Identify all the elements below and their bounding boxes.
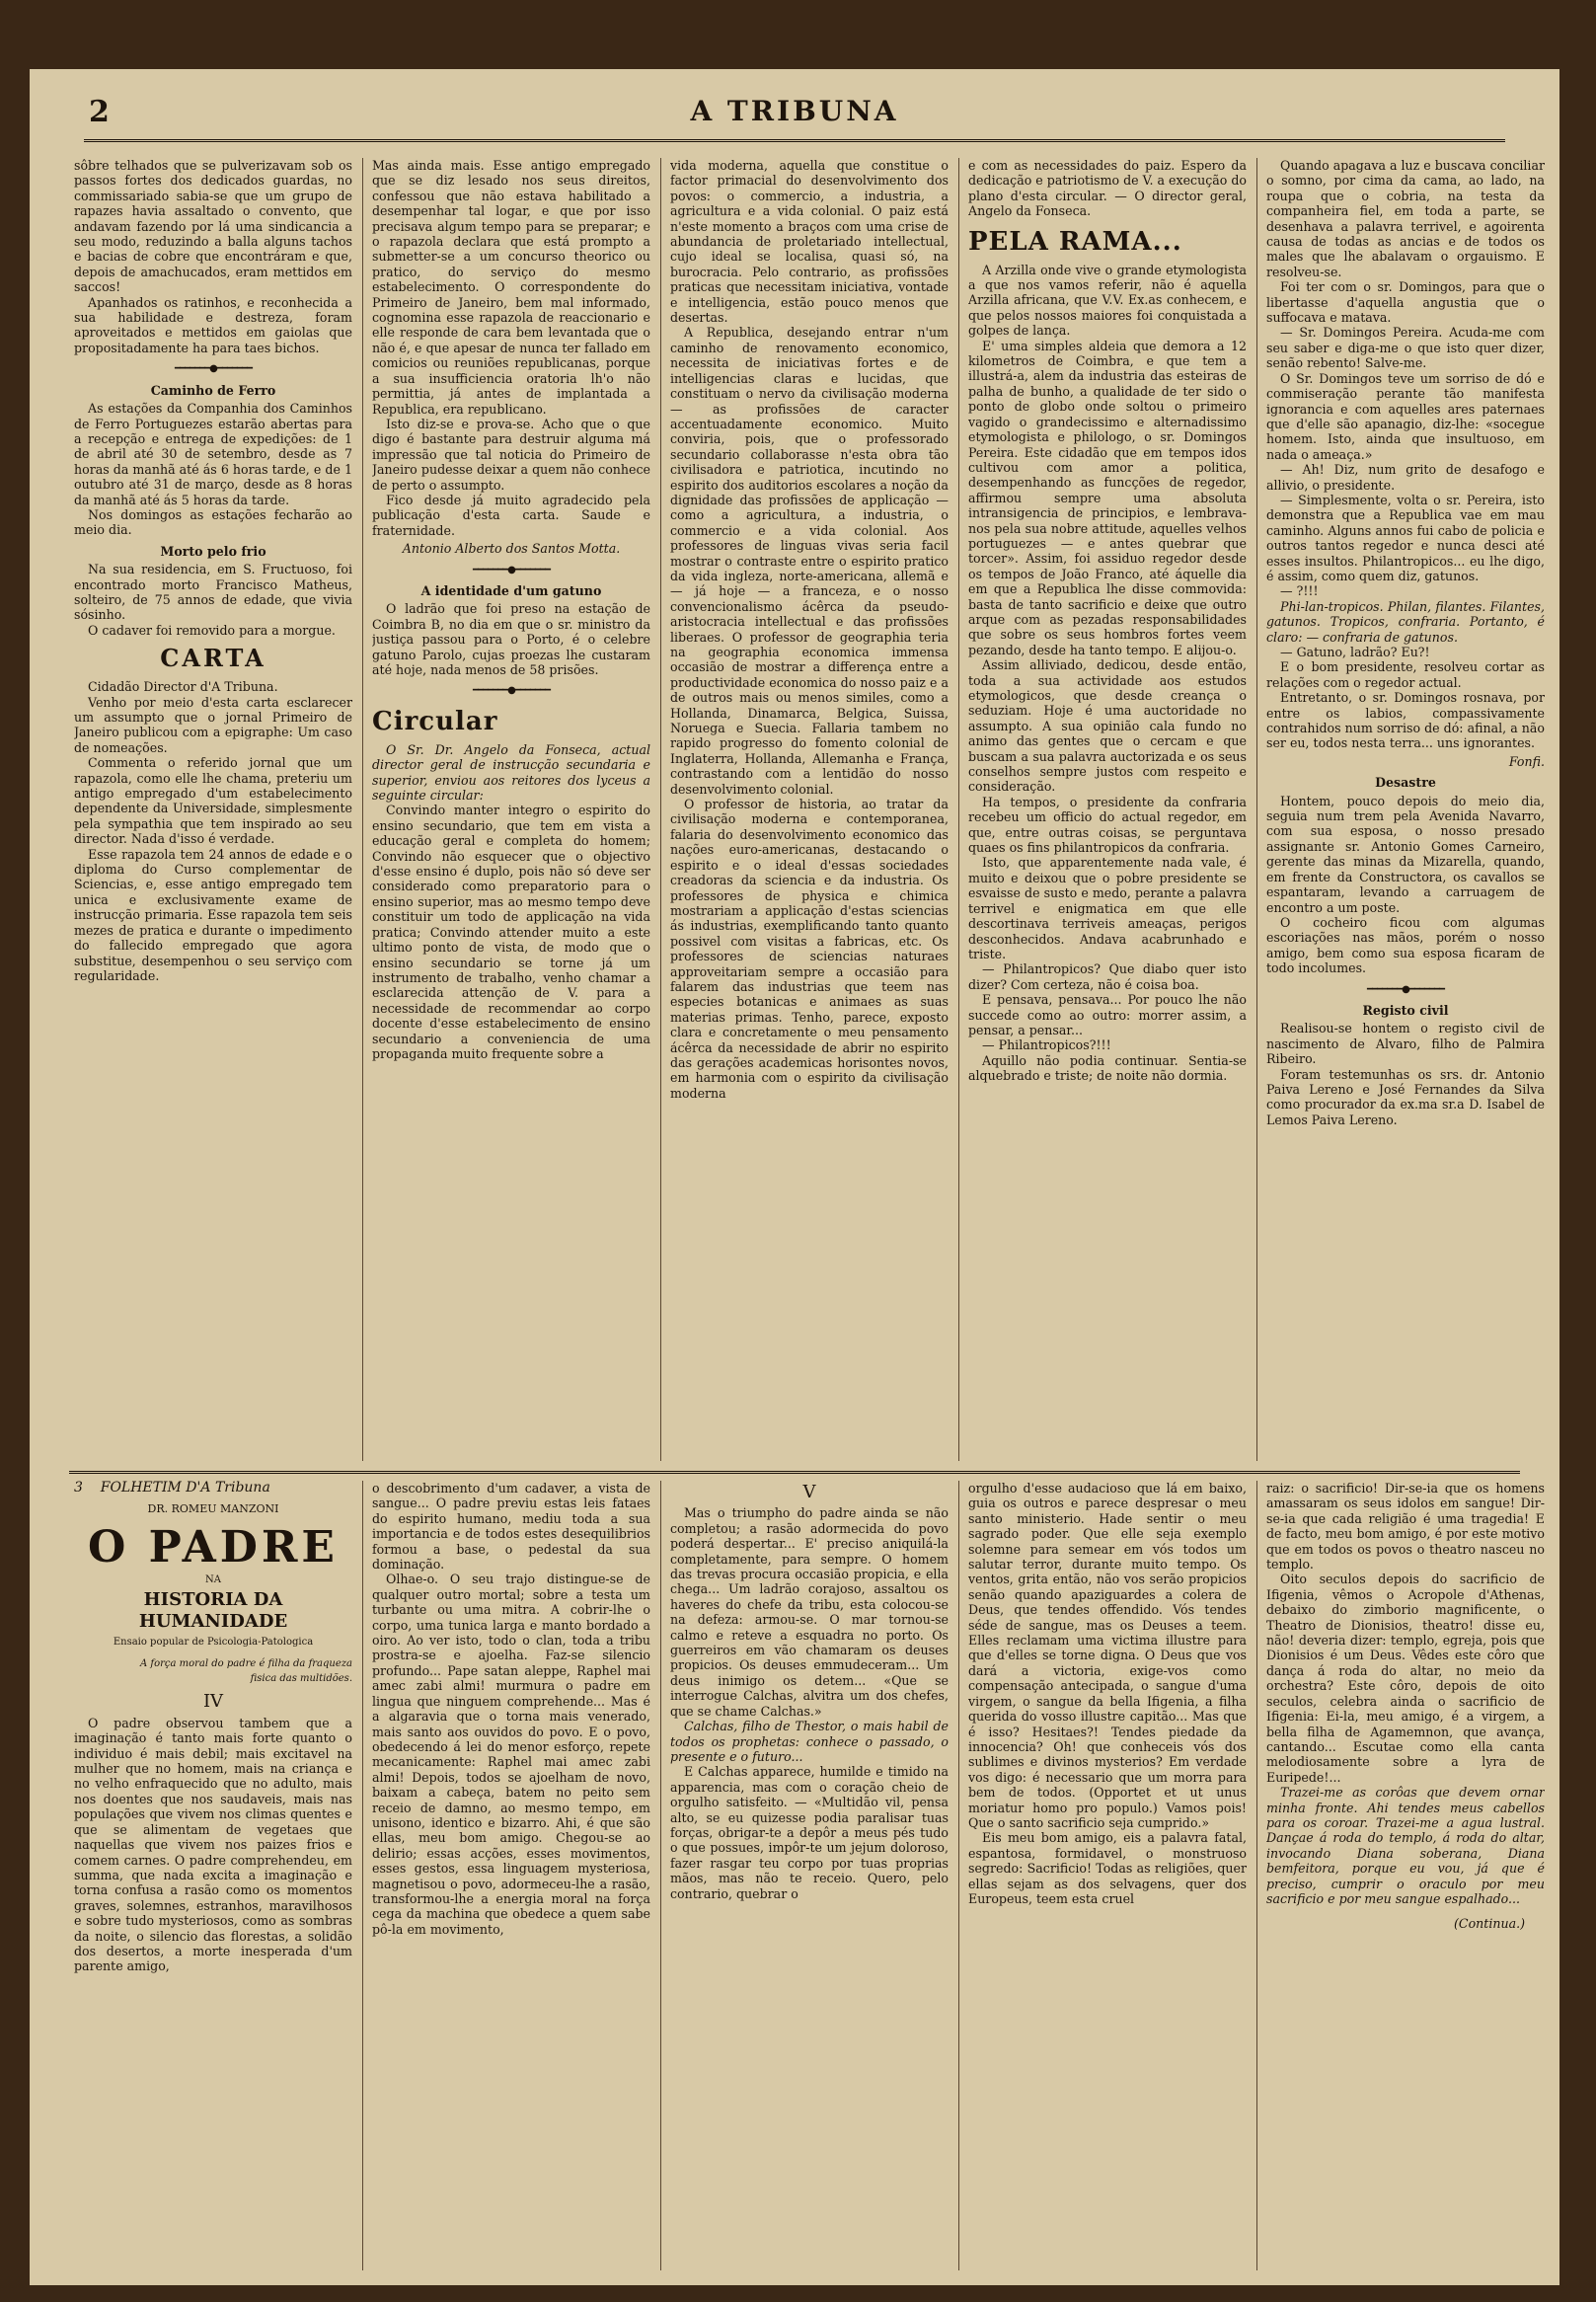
heading-caminho-de-ferro: Caminho de Ferro: [150, 382, 276, 398]
article-text: Aquillo não podia continuar. Sentia-se alquebrado e triste; de noite não dormia.: [968, 1052, 1247, 1084]
article-text: O cadaver foi removido para a morgue.: [88, 622, 336, 638]
column-divider: [362, 1481, 363, 2270]
folhetim-text: Olhae-o. O seu trajo distingue-se de qualquer outro mortal; sobre a testa um turbante ou uma mitra. A cobrir-lhe o corpo, uma tunica larga e manto bordado a oiro. Ao ver isto, todo o clan, toda a tribu prostra-se e ajoelha. Faz-se silencio profundo... Pape satan aleppe, Raphel mai amec zabi almi! murmura o padre em lingua que ninguem comprehende... Mas é a algaravia que o torna mais venerado, mais santo aos ouvidos do povo. E o povo, obedecendo á lei do menor esforço, repete mecanicamente: Raphel mai amec zabi almi! Depois, todos se ajoelham de novo, baixam a cabeça, batem no peito sem receio de damno, ao mesmo tempo, em unisono, identico e bizarro. Ahi, é que são ellas, meu bom amigo. Chegou-se ao delirio; essas acções, esses movimentos, esses gestos, essa linguagem mysteriosa, magnetisou o povo, adormeceu-lhe a rasão, transformou-lhe a energia moral na força cega da machina que obedece a quem sabe pô-la em movimento,: [372, 1572, 650, 1937]
folhetim-subtitle: Ensaio popular de Psicologia-Patologica: [113, 1637, 314, 1649]
article-text: Foram testemunhas os srs. dr. Antonio Paiva Lereno e José Fernandes da Silva como procurador da ex.ma sr.a D. Isabel de Lemos Paiva Lereno.: [1266, 1066, 1545, 1127]
article-text: Fico desde já muito agradecido pela publicação d'esta carta. Saude e fraternidade.: [372, 492, 650, 538]
article-text: sôbre telhados que se pulverizavam sob os passos fortes dos dedicados guardas, no commissariado sabia-se que um grupo de rapazes havia assaltado o convento, que andavam fazendo por lá uma sindicancia a seu modo, reduzindo a balla alguns tachos e bacias de cobre que encontráram e que, depois de amachucados, eram mettidos em saccos!: [74, 158, 352, 295]
column-divider: [362, 158, 363, 1461]
article-text: Esse rapazola tem 24 annos de edade e o diploma do Curso complementar de Sciencias, e, esse antigo empregado tem unica e exclusivamente exame de instrucção primaria. Esse rapazola tem seis mezes de pratica e durante o impedimento do fallecido empregado que agora substitue, desempenhou o seu serviço com regularidade.: [74, 846, 352, 983]
column-divider: [1256, 158, 1257, 1461]
folhetim-column-4: [968, 1481, 1247, 2270]
chapter-number: IV: [202, 1691, 224, 1713]
folhetim-text: raiz: o sacrificio! Dir-se-ia que os homens amassaram os seus idolos em sangue! Dir-se-ia que cada religião é uma tragedia! E de facto, meu bom amigo, é por este motivo que em todos os povos o theatro nasceu no templo.: [1266, 1481, 1545, 1573]
column-2: [372, 158, 650, 1461]
ornament-divider: ━━━━━━━●━━━━━━━: [174, 363, 252, 375]
heading-identidade: A identidade d'um gatuno: [420, 582, 602, 598]
ornament-divider: ━━━━━━━●━━━━━━━: [472, 685, 550, 697]
article-text: O professor de historia, ao tratar da civilisação moderna e contemporanea, falaria do desenvolvimento economico das nações euro-americanas, destacando o espirito e o ideal d'essas sociedades creadoras da sciencia e da industria. Os professores de physica e chimica mostrariam a applicação d'estas sciencias ás industrias, exemplificando tanto quanto possivel com visitas a fabricas, etc. Os professores de sciencias naturaes approveitariam sempre a occasião para falarem das industrias que teem nas especies botanicas e animaes as suas materias primas. Tenho, parece, exposto clara e concretamente o meu pensamento ácêrca da necessidade de abrir no espirito das gerações academicas horisontes novos, em harmonia com o espirito da civilisação moderna: [670, 797, 949, 1101]
folhetim-column-2: [372, 1481, 650, 2270]
signature: Antonio Alberto dos Santos Motta.: [402, 541, 621, 557]
article-text: O ladrão que foi preso na estação de Coimbra B, no dia em que o sr. ministro da justiça passou para o Porto, é o celebre gatuno Parolo, cujas proezas lhe custaram até hoje, nada menos de 58 prisões.: [372, 601, 650, 677]
folhetim-text: orgulho d'esse audacioso que lá em baixo, guia os outros e parece despresar o meu santo ministerio. Hade sentir o meu sagrado poder. Que elle seja exemplo solemne para semear em vós todos um salutar terror, durante muito tempo. Os ventos, grita então, não vos serão propicios senão quando apaziguardes a colera de Deus, que tendes offendido. Vós tendes séde de sangue, mas os Deuses a teem. Elles reclamam uma victima illustre para que d'elles se torne digna. O Deus que vos dará a victoria, exige-vos como compensação antecipada, o sangue d'uma virgem, o sangue da bella Ifigenia, a filha querida do vosso illustre capitão... Mas que é isso? Hesitaes?! Tendes piedade da innocencia? Oh! que conheceis vós dos sublimes e divinos mysterios? Em verdade vos digo: é necessario que um morra para bem de todos. (Opportet et ut unus moriatur homo pro populo.) Vamos pois! Que o santo sacrificio seja cumprido.»: [968, 1481, 1247, 1830]
folhetim-text: Mas o triumpho do padre ainda se não completou; a rasão adormecida do povo poderá despertar... E' preciso aniquilá-la completamente, para sempre. O homem das trevas procura occasião propicia, e ella chega... Um ladrão corajoso, assaltou os haveres do chefe da tribu, esta colocou-se na defeza: armou-se. O mar tornou-se calmo e reteve a esquadra no porto. Os guerreiros em vão chamaram os deuses propicios. Os deuses emmudeceram... Um deus inimigo os detem... «Que se interrogue Calchas, alvitra um dos chefes, que se chame Calchas.»: [670, 1505, 949, 1719]
column-divider: [958, 1481, 959, 2270]
heading-registo-civil: Registo civil: [1362, 1002, 1449, 1018]
folhetim-motto: A força moral do padre é filha da fraqueza fisica das multidões.: [139, 1657, 352, 1685]
article-text: — ?!!!: [1280, 583, 1319, 599]
article-text: — Ah! Diz, num grito de desafogo e allivio, o presidente.: [1266, 462, 1545, 493]
article-text: E o bom presidente, resolveu cortar as relações com o regedor actual.: [1266, 659, 1545, 690]
column-1: [74, 158, 352, 1461]
folhetim-text: E Calchas apparece, humilde e timido na apparencia, mas com o coração cheio de orgulho satisfeito. — «Multidão vil, pensa alto, se eu quizesse podia paralisar tuas forças, obrigar-te a depôr a meus pés tudo o que possues, impôr-te um jejum doloroso, fazer rasgar teu corpo por tuas proprias mãos, mas não te receio. Quero, pelo contrario, quebrar o: [670, 1764, 949, 1901]
article-text: vida moderna, aquella que constitue o factor primacial do desenvolvimento dos povos: o commercio, a industria, a agricultura e a vida colonial. O paiz está n'este momento a braços com uma crise de abundancia de proletariado intellectual, cujo ideal se localisa, quasi só, na burocracia. Pelo contrario, as profissões praticas que necessitam iniciativa, vontade e intelligencia, estão pouco menos que desertas.: [670, 158, 949, 326]
article-text: Assim alliviado, dedicou, desde então, toda a sua actividade aos estudos etymologicos, que desde creança o seduziam. Hoje é uma auctoridade no assumpto. A sua opinião cala fundo no animo das gentes que o cercam e que buscam a sua palavra auctorizada e os seus conselhos sempre justos com respeito e consideração.: [968, 657, 1247, 795]
article-text: Isto diz-se e prova-se. Acho que o que digo é bastante para destruir alguma má impressão que tal noticia do Primeiro de Janeiro pudesse deixar a quem não conhece de perto o assumpto.: [372, 416, 650, 493]
folhetim-number: 3: [74, 1481, 83, 1496]
article-text: O Sr. Domingos teve um sorriso de dó e commiseração perante tão manifesta ignorancia e com aquelles ares paternaes que d'elle são apanagio, diz-lhe: «socegue homem. Isto, ainda que insultuoso, em nada o ameaça.»: [1266, 370, 1545, 462]
article-text: Nos domingos as estações fecharão ao meio dia.: [74, 506, 352, 538]
article-text: Convindo manter integro o espirito do ensino secundario, que tem em vista a educação geral e completa do homem; Convindo não esquecer que o objectivo d'esse ensino é duplo, pois não só deve ser considerado como preparatorio para o ensino superior, mas ao mesmo tempo deve constituir um todo de applicação na vida pratica; Convindo attender muito a este ultimo ponto de vista, de modo que o ensino secundario se torne já um instrumento de trabalho, venho chamar a esclarecida attenção de V. para a necessidade de recommendar ao corpo docente d'esse estabelecimento de ensino secundario a conveniencia de uma propaganda muito frequente sobre a: [372, 803, 650, 1061]
article-text: A Republica, desejando entrar n'um caminho de renovamento economico, necessita de iniciativas fortes e de intelligencias claras e lucidas, que constituam o nervo da civilisação moderna — as profissões de caracter accentuadamente economico. Muito conviria, pois, que o professorado secundario collaborasse n'esta obra tão civilisadora e patriotica, incutindo no espirito dos auditorios escolares a noção da dignidade das profissões de applicação — como a agricultura, a industria, o commercio e a vida colonial. Aos professores de linguas vivas seria facil mostrar o contraste entre o espirito pratico da vida ingleza, norte-americana, allemã e — já hoje — a franceza, e o nosso convencionalismo ácêrca da pseudo-aristocracia intellectual e das profissões liberaes. O professor de geographia teria na geographia economica immensa occasião de mostrar a differença entre a productividade economica do nosso paiz e a de outros mais ou menos similes, como a Hollanda, Dinamarca, Belgica, Suissa, Noruega e Suecia. Fallaria tambem no rapido progresso do fomento colonial de Inglaterra, Hollanda, Allemanha e França, contrastando com a lentidão do nosso desenvolvimento colonial.: [670, 325, 949, 797]
folhetim-author: DR. ROMEU MANZONI: [147, 1502, 279, 1516]
article-text: E' uma simples aldeia que demora a 12 kilometros de Coimbra, e que tem a illustrá-a, alem da industria das esteiras de palha de bunho, a qualidade de ter sido o ponto de globo onde soltou o primeiro vagido o grandecissimo e alternadissimo etymologista e philologo, o sr. Domingos Pereira. Este cidadão que em tempos idos cultivou com amor a politica, desempenhando as funcções de regedor, affirmou sempre uma absoluta intransigencia de principios, e lembrava-nos pela sua nobre attitude, aquelles velhos portuguezes — e antes quebrar que torcer». Assim, foi assiduo regedor desde os tempos de João Franco, até áquelle dia em que a Republica lhe disse commovida: basta de tanto sacrificio e deixe que outro arque com as pezadas responsabilidades que sobre os seus hombros fortes veem pezando, desde ha tanto tempo. E alijou-o.: [968, 338, 1247, 657]
ornament-divider: ━━━━━━━●━━━━━━━: [472, 564, 550, 576]
article-text: Phi-lan-tropicos. Philan, filantes. Filantes, gatunos. Tropicos, confraria. Portanto, é claro: — confraria de gatunos.: [1266, 598, 1545, 645]
newspaper-title: A TRIBUNA: [690, 95, 899, 127]
column-divider: [958, 158, 959, 1461]
article-text: — Gatuno, ladrão? Eu?!: [1280, 645, 1430, 659]
article-text: Hontem, pouco depois do meio dia, seguia num trem pela Avenida Navarro, com sua esposa, o nosso presado assignante sr. Antonio Gomes Carneiro, gerente das minas da Mizarella, quando, em frente da Constructora, os cavallos se espantaram, levando a carruagem de encontro a um poste.: [1266, 793, 1545, 915]
masthead-rule: [84, 139, 1505, 142]
folhetim-label: FOLHETIM D'A Tribuna: [100, 1481, 270, 1496]
article-text: A Arzilla onde vive o grande etymologista a que nos vamos referir, não é aquella Arzilla africana, que V.V. Ex.as conhecem, e que pelos nossos maiores foi conquistada a golpes de lança.: [968, 262, 1247, 339]
column-4: [968, 158, 1247, 1461]
article-text: Na sua residencia, em S. Fructuoso, foi encontrado morto Francisco Matheus, solteiro, de 75 annos de edade, que vivia sósinho.: [74, 562, 352, 623]
article-text: Isto, que apparentemente nada vale, é muito e deixou que o pobre presidente se esvaisse de susto e medo, perante a palavra terrivel e enigmatica em que elle descortinava terriveis ameaças, perigos desconhecidos. Andava acabrunhado e triste.: [968, 855, 1247, 961]
column-divider: [1256, 1481, 1257, 2270]
article-text: — Philantropicos?!!!: [982, 1037, 1111, 1053]
article-intro: O Sr. Dr. Angelo da Fonseca, actual director geral de instrucção secundaria e superior, enviou aos reitores dos lyceus a seguinte circular:: [372, 741, 650, 804]
column-divider: [660, 158, 661, 1461]
folhetim-history: HISTORIA DA HUMANIDADE: [138, 1589, 288, 1633]
heading-circular: Circular: [372, 706, 498, 736]
folhetim-column-5: [1266, 1481, 1545, 2270]
folhetim-header: [74, 1481, 352, 1496]
article-text: Entretanto, o sr. Domingos rosnava, por entre os labios, compassivamente contrahidos num sorriso de dó: afinal, a não ser eu, todos nesta terra... uns ignorantes.: [1266, 690, 1545, 751]
heading-pela-rama: PELA RAMA...: [968, 226, 1182, 257]
folhetim-quote: Trazei-me as corôas que devem ornar minha fronte. Ahi tendes meus cabellos para os coroar. Trazei-me a agua lustral. Dançae á roda do templo, á roda do altar, invocando Diana soberana, Diana bemfeitora, porque eu vou, já que é preciso, cumprir o oraculo por meu sacrificio e por meu sangue espalhado...: [1266, 1785, 1545, 1906]
article-text: Cidadão Director d'A Tribuna.: [88, 679, 278, 695]
folhetim-column-3: [670, 1481, 949, 2270]
folhetim-text: Eis meu bom amigo, eis a palavra fatal, espantosa, formidavel, o monstruoso segredo: Sacrificio! Todas as religiões, quer ellas sejam as dos selvagens, quer dos Europeus, teem esta cruel: [968, 1830, 1247, 1906]
article-text: Realisou-se hontem o registo civil de nascimento de Alvaro, filho de Palmira Ribeiro.: [1266, 1021, 1545, 1067]
heading-morto-pelo-frio: Morto pelo frio: [160, 543, 266, 559]
ornament-divider: ━━━━━━━●━━━━━━━: [1366, 983, 1444, 995]
article-text: E pensava, pensava... Por pouco lhe não succede como ao outro: morrer assim, a pensar, a pensar...: [968, 992, 1247, 1037]
article-text: — Philantropicos? Que diabo quer isto dizer? Com certeza, não é coisa boa.: [968, 961, 1247, 992]
page-number: 2: [89, 95, 110, 129]
folhetim-text: Oito seculos depois do sacrificio de Ifigenia, vêmos o Acropole d'Athenas, debaixo do zimborio magnificente, o Theatro de Dionisios, theatro! disse eu, não! deveria dizer: templo, egreja, pois que Dionisios é um Deus. Vêdes este côro que dança á roda do altar, no meio da orchestra? Este côro, depois de oito seculos, celebra ainda o sacrificio de Ifigenia: Ei-la, meu amigo, é a virgem, a bella filha de Agamemnon, que avança, cantando... Escutae como ella canta melodiosamente sobre a lyra de Euripede!...: [1266, 1572, 1545, 1785]
article-text: Quando apagava a luz e buscava conciliar o somno, por cima da cama, ao lado, na roupa que o cobria, na testa da companheira fiel, em toda a parte, se desenhava a palavra terrivel, e agoirenta causa de todas as ancias e de todos os males que lhe abalavam o orgauismo. E resolveu-se.: [1266, 158, 1545, 279]
article-text: — Sr. Domingos Pereira. Acuda-me com seu saber e diga-me o que isto quer dizer, senão rebento! Salve-me.: [1266, 325, 1545, 371]
chapter-number: V: [802, 1482, 816, 1502]
article-text: Venho por meio d'esta carta esclarecer um assumpto que o jornal Primeiro de Janeiro publicou com a epigraphe: Um caso de nomeações.: [74, 694, 352, 755]
column-5: [1266, 158, 1545, 1461]
folhetim-text: O padre observou tambem que a imaginação é tanto mais forte quanto o individuo é mais debil; mais excitavel na mulher que no homem, mais na criança e no velho enfraquecido que no adulto, mais nos doentes que nos saudaveis, mais nas populações que vivem nos climas quentes e que se alimentam de vegetaes que naquellas que vivem nos paizes frios e comem carnes. O padre comprehendeu, em summa, que nada excita a imaginação e torna confusa a rasão como os momentos graves, solemnes, estranhos, maravilhosos e sobre tudo mysteriosos, como as sombras da noite, o silencio das florestas, a solidão dos desertos, a morte inesperada d'um parente amigo,: [74, 1715, 352, 1974]
heading-carta: CARTA: [160, 644, 266, 673]
article-text: e com as necessidades do paiz. Espero da dedicação e patriotismo de V. a execução do plano d'esta circular. — O director geral, Angelo da Fonseca.: [968, 158, 1247, 219]
newspaper-page: [30, 69, 1559, 2285]
folhetim-title: O PADRE: [88, 1521, 339, 1573]
article-text: — Simplesmente, volta o sr. Pereira, isto demonstra que a Republica vae em mau caminho. Alguns annos fui cabo de policia e outros tantos regedor e nunca desci até esses insultos. Philantropicos... eu lhe digo, é assim, como quem diz, gatunos.: [1266, 492, 1545, 583]
article-text: Mas ainda mais. Esse antigo empregado que se diz lesado nos seus direitos, confessou que não estava habilitado a desempenhar tal logar, e que por isso precisava algum tempo para se preparar; e o rapazola declara que está prompto a submetter-se a um concurso theorico ou pratico, do serviço do mesmo estabelecimento. O correspondente do Primeiro de Janeiro, bem mal informado, cognomina esse rapazola de reaccionario e elle responde de cara bem levantada que o não é, e que apesar de nunca ter fallado em comicios ou reuniões republicanas, porque a sua insufficiencia oratoria lh'o não permittia, já antes de implantada a Republica, era republicano.: [372, 158, 650, 417]
article-text: As estações da Companhia dos Caminhos de Ferro Portuguezes estarão abertas para a recepção e entrega de expedições: de 1 de abril até 30 de setembro, desde as 7 horas da manhã até ás 6 horas tarde, e de 1 outubro até 31 de março, desde as 8 horas da manhã até ás 5 horas da tarde.: [74, 401, 352, 507]
article-text: Foi ter com o sr. Domingos, para que o libertasse d'aquella angustia que o suffocava e matava.: [1266, 279, 1545, 326]
masthead: [30, 83, 1559, 142]
article-text: O cocheiro ficou com algumas escoriações nas mãos, porém o nosso amigo, bem como sua esposa ficaram de todo incolumes.: [1266, 914, 1545, 976]
folhetim-na: NA: [205, 1573, 221, 1585]
folhetim-rule: [69, 1471, 1520, 1474]
folhetim-text: o descobrimento d'um cadaver, a vista de sangue... O padre previu estas leis fataes do espirito humano, mediu toda a sua importancia e de todos estes desequilibrios formou a base, o pedestal da sua dominação.: [372, 1481, 650, 1573]
folhetim-quote: Calchas, filho de Thestor, o mais habil de todos os prophetas: conhece o passado, o presente e o futuro...: [670, 1719, 949, 1764]
article-text: Commenta o referido jornal que um rapazola, como elle lhe chama, preteriu um antigo empregado d'um estabelecimento dependente da Universidade, simplesmente pela sympathia que tem inspirado ao seu director. Nada d'isso é verdade.: [74, 755, 352, 847]
article-text: Apanhados os ratinhos, e reconhecida a sua habilidade e destreza, foram aproveitados e mettidos em gaiolas que propositadamente ha para taes bichos.: [74, 294, 352, 355]
column-3: [670, 158, 949, 1461]
column-divider: [660, 1481, 661, 2270]
heading-desastre: Desastre: [1375, 775, 1436, 791]
folhetim-column-1: [74, 1481, 352, 2270]
signature: Fonfi.: [1508, 753, 1545, 769]
article-text: Ha tempos, o presidente da confraria recebeu um officio do actual regedor, em que, entre outras coisas, se perguntava quaes os fins philantropicos da confraria.: [968, 794, 1247, 856]
continua-label: (Continua.): [1454, 1916, 1525, 1932]
